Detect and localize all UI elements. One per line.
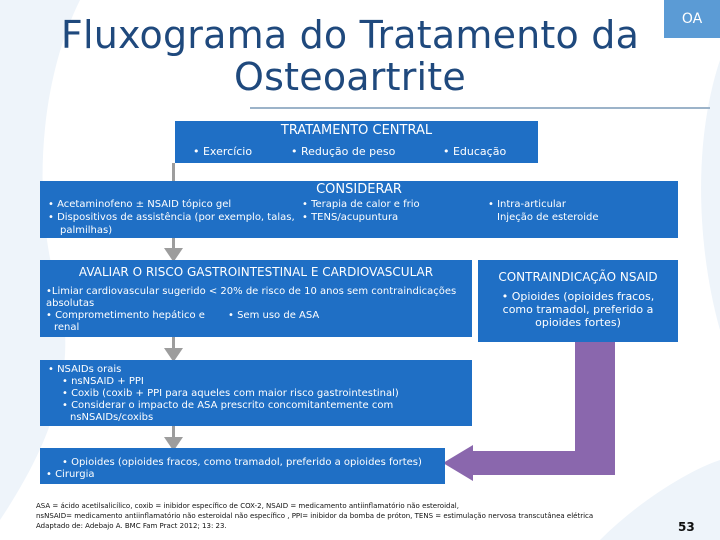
contra-line-3: opioides fortes) <box>535 316 621 329</box>
central-treatment-box <box>175 121 538 163</box>
risk-line-3a: • Comprometimento hepático e <box>46 310 205 321</box>
central-item-exercise: • Exercício <box>193 145 253 158</box>
risk-heading: AVALIAR O RISCO GASTROINTESTINAL E CARDIOVASCULAR <box>78 265 434 279</box>
title-divider <box>250 107 710 109</box>
nsaids-box <box>40 360 472 426</box>
page-title <box>60 14 640 98</box>
central-heading: TRATAMENTO CENTRAL <box>280 123 433 138</box>
consider-left-3: palmilhas) <box>60 225 113 236</box>
consider-middle-2: • TENS/acupuntura <box>302 212 399 223</box>
central-item-education: • Educação <box>443 145 507 158</box>
risk-line-2: absolutas <box>46 298 95 309</box>
section-badge: OA <box>664 0 720 38</box>
nsaids-line-1: • NSAIDs orais <box>48 364 122 375</box>
consider-left-1: • Acetaminofeno ± NSAID tópico gel <box>48 199 232 210</box>
risk-line-3b: renal <box>54 322 80 333</box>
consider-right-2: Injeção de esteroide <box>497 212 599 223</box>
risk-assessment-box <box>40 260 472 337</box>
contra-heading: CONTRAINDICAÇÃO NSAID <box>498 270 658 284</box>
footer-abbreviations-2: nsNSAID= medicamento antiinflamatório não esteroidal não específico , PPI= inibidor da bomba de próton, TENS = estimulação nervosa transcutânea elétrica <box>36 512 594 520</box>
page-number: 53 <box>678 520 695 534</box>
final-line-2: • Cirurgia <box>46 469 95 480</box>
title-line-1: Fluxograma do Tratamento da <box>60 13 640 57</box>
consider-left-2: • Dispositivos de assistência (por exemplo, talas, <box>48 212 295 223</box>
connector-central-consider <box>172 163 175 181</box>
footer-abbreviations-1: ASA = ácido acetilsalicílico, coxib = inibidor específico de COX-2, NSAID = medicamento antiinflamatório não esteroidal, <box>36 502 459 510</box>
final-line-1: • Opioides (opioides fracos, como tramadol, preferido a opioides fortes) <box>62 457 422 468</box>
consider-right-1: • Intra-articular <box>488 199 566 210</box>
nsaids-line-2: • nsNSAID + PPI <box>62 376 144 387</box>
connector-contra-final <box>575 342 615 466</box>
final-options-box <box>40 448 445 484</box>
nsaids-line-3: • Coxib (coxib + PPI para aqueles com maior risco gastrointestinal) <box>62 388 399 399</box>
arrow-head-purple <box>443 445 473 481</box>
title-line-2: Osteoartrite <box>234 55 466 99</box>
contra-line-2: como tramadol, preferido a <box>502 303 654 316</box>
nsaids-line-5: nsNSAIDs/coxibs <box>70 412 154 423</box>
contraindication-box <box>478 260 678 342</box>
nsaids-line-4: • Considerar o impacto de ASA prescrito concomitantemente com <box>62 400 394 411</box>
consider-box <box>40 181 678 238</box>
consider-middle-1: • Terapia de calor e frio <box>302 199 420 210</box>
consider-heading: CONSIDERAR <box>316 182 402 197</box>
risk-line-3c: • Sem uso de ASA <box>228 310 320 321</box>
footer-source: Adaptado de: Adebajo A. BMC Fam Pract 2012; 13: 23. <box>36 522 227 530</box>
central-item-weight: • Redução de peso <box>291 145 396 158</box>
contra-line-1: • Opioides (opioides fracos, <box>501 290 655 303</box>
risk-line-1: •Limiar cardiovascular sugerido < 20% de risco de 10 anos sem contraindicações <box>46 286 457 297</box>
connector-contra-final-horizontal <box>470 451 615 475</box>
